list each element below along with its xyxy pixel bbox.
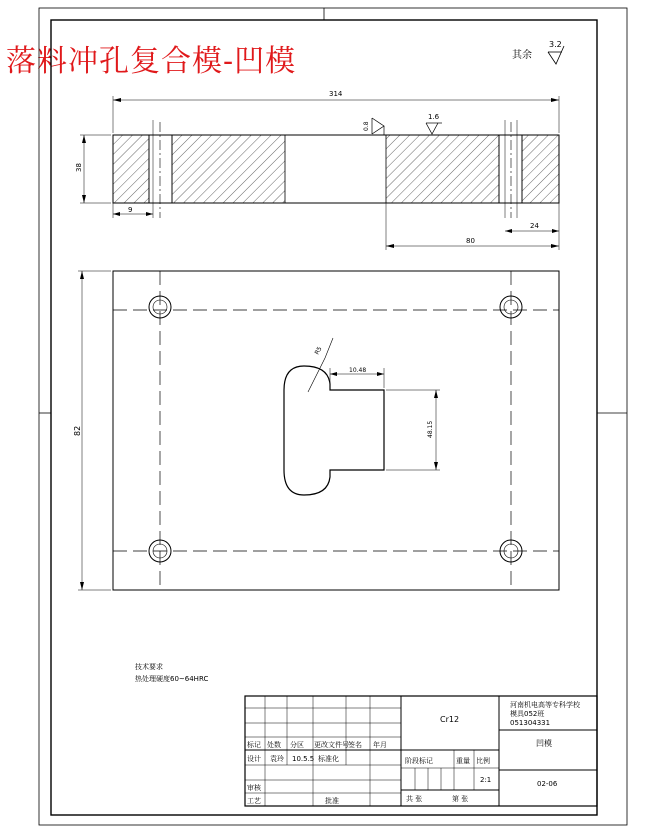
- roughness-top-icon: [426, 123, 442, 134]
- dim-opening-radius-text: R5: [313, 345, 324, 356]
- tech-requirements-heading: 技术要求: [135, 663, 163, 671]
- drawing-title: 落料冲孔复合模-凹模: [6, 44, 297, 79]
- material-text: Cr12: [440, 715, 460, 724]
- weight-label: 重量: [456, 757, 470, 765]
- sheet-number: 第 张: [452, 795, 469, 803]
- scale-label: 比例: [476, 757, 490, 765]
- row-label-count: 处数: [267, 741, 281, 749]
- roughness-other-label: 其余: [512, 50, 532, 61]
- sheets-total: 共 张: [406, 795, 423, 803]
- stage-mark-label: 阶段标记: [405, 757, 433, 765]
- dim-left-edge-text: 9: [128, 206, 133, 214]
- dim-left-edge: [113, 203, 153, 218]
- roughness-other-value: 3.2: [549, 40, 562, 49]
- dim-plan-height: [78, 271, 111, 590]
- dim-slot-height-text: 48.15: [427, 420, 434, 438]
- dim-right-edge: [505, 203, 559, 235]
- roughness-side-text: 0.8: [363, 121, 370, 131]
- dim-plan-height-text: 82: [73, 425, 82, 436]
- school-text: 河南机电高等专科学校: [510, 701, 580, 709]
- roughness-side-icon: [372, 118, 384, 135]
- row-label-change-doc: 更改文件号: [314, 741, 349, 749]
- review-label: 审核: [247, 784, 261, 792]
- row-label-date: 年月: [373, 741, 387, 749]
- approval-label: 批准: [325, 797, 339, 805]
- row-label-signature: 签名: [348, 741, 362, 749]
- process-label: 工艺: [247, 797, 261, 805]
- designer-name: 袁玲: [270, 755, 284, 763]
- dim-overall-width: [113, 96, 559, 133]
- roughness-top-text: 1.6: [428, 113, 440, 121]
- student-no-text: 051304331: [510, 719, 551, 727]
- plan-view: [113, 271, 559, 590]
- dim-thickness-text: 38: [75, 163, 83, 172]
- dim-opening-radius: [308, 338, 333, 392]
- drawing-no-text: 02-06: [537, 780, 558, 788]
- dim-overall-width-text: 314: [329, 90, 343, 98]
- part-name-text: 凹模: [536, 739, 552, 748]
- row-label-mark: 标记: [247, 741, 261, 749]
- scale-value: 2:1: [480, 776, 492, 784]
- dim-thickness: [80, 135, 111, 203]
- die-opening: [284, 366, 384, 495]
- dim-right-edge-text: 24: [530, 222, 539, 230]
- dim-slot-width-text: 10.48: [349, 367, 367, 374]
- class-text: 模具052班: [510, 710, 545, 718]
- row-label-zone: 分区: [290, 741, 304, 749]
- dim-half-span-text: 80: [466, 237, 475, 245]
- tech-requirements-text: 热处理硬度60~64HRC: [135, 675, 209, 683]
- design-date: 10.5.5: [292, 755, 315, 763]
- standardization-label: 标准化: [318, 755, 339, 763]
- designer-label: 设计: [247, 755, 261, 763]
- section-view: [113, 120, 559, 218]
